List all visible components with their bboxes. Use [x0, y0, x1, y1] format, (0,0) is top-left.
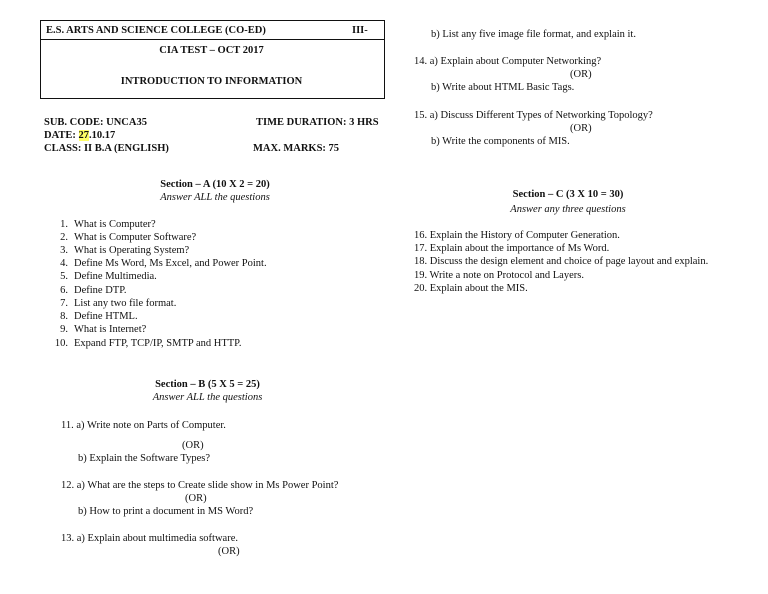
list-item: 7. List any two file format. — [60, 298, 177, 309]
question-13b: b) List any five image file format, and explain it. — [431, 29, 636, 40]
list-item: 8. Define HTML. — [60, 311, 138, 322]
question-12a: 12. a) What are the steps to Create slide show in Ms Power Point? — [61, 480, 339, 491]
question-11a: 11. a) Write note on Parts of Computer. — [61, 420, 226, 431]
question-14b: b) Write about HTML Basic Tags. — [431, 82, 575, 93]
list-item: 10. Expand FTP, TCP/IP, SMTP and HTTP. — [54, 338, 242, 349]
test-title: CIA TEST – OCT 2017 — [159, 45, 264, 56]
section-b-title: Section – B (5 X 5 = 25) — [155, 379, 260, 390]
question-15b: b) Write the components of MIS. — [431, 136, 570, 147]
section-b-instruction: Answer ALL the questions — [152, 392, 263, 403]
question-12-or: (OR) — [185, 493, 207, 504]
date-label: DATE: — [44, 130, 76, 141]
question-13a: 13. a) Explain about multimedia software. — [61, 533, 238, 544]
list-item: 18. Discuss the design element and choice of page layout and explain. — [414, 256, 709, 267]
question-11b: b) Explain the Software Types? — [78, 453, 211, 464]
question-11-or: (OR) — [182, 440, 204, 451]
time-duration: TIME DURATION: 3 HRS — [256, 117, 379, 128]
list-item: 4. Define Ms Word, Ms Excel, and Power Point. — [60, 258, 267, 269]
list-item: 16. Explain the History of Computer Generation. — [414, 230, 620, 241]
list-item: 20. Explain about the MIS. — [414, 283, 528, 294]
section-a-title: Section – A (10 X 2 = 20) — [160, 179, 270, 190]
question-15-or: (OR) — [570, 123, 592, 134]
exam-date — [44, 129, 115, 142]
max-marks: MAX. MARKS: 75 — [253, 143, 340, 154]
college-name: E.S. ARTS AND SCIENCE COLLEGE (CO-ED) — [46, 25, 266, 36]
list-item: 17. Explain about the importance of Ms Word. — [414, 243, 610, 254]
subject-title: INTRODUCTION TO INFORMATION — [120, 76, 303, 87]
question-15a: 15. a) Discuss Different Types of Networking Topology? — [414, 110, 653, 121]
list-item: 2. What is Computer Software? — [60, 232, 197, 243]
question-14-or: (OR) — [570, 69, 592, 80]
list-item: 9. What is Internet? — [60, 324, 147, 335]
question-14a: 14. a) Explain about Computer Networking? — [414, 56, 602, 67]
question-12b: b) How to print a document in MS Word? — [78, 506, 254, 517]
list-item: 3. What is Operating System? — [60, 245, 190, 256]
section-a-instruction: Answer ALL the questions — [160, 192, 270, 203]
section-c-title: Section – C (3 X 10 = 30) — [512, 189, 624, 200]
section-c-instruction: Answer any three questions — [510, 204, 626, 215]
question-13-or: (OR) — [218, 546, 240, 557]
class-label: CLASS: II B.A (ENGLISH) — [44, 143, 169, 154]
list-item: 5. Define Multimedia. — [60, 271, 157, 282]
sub-code: SUB. CODE: UNCA35 — [44, 117, 147, 128]
date-day-highlight: 27 — [78, 130, 90, 141]
list-item: 1. What is Computer? — [60, 219, 156, 230]
date-rest: .10.17 — [89, 130, 116, 141]
semester-label: III- — [352, 25, 368, 36]
list-item: 19. Write a note on Protocol and Layers. — [414, 270, 584, 281]
list-item: 6. Define DTP. — [60, 285, 127, 296]
